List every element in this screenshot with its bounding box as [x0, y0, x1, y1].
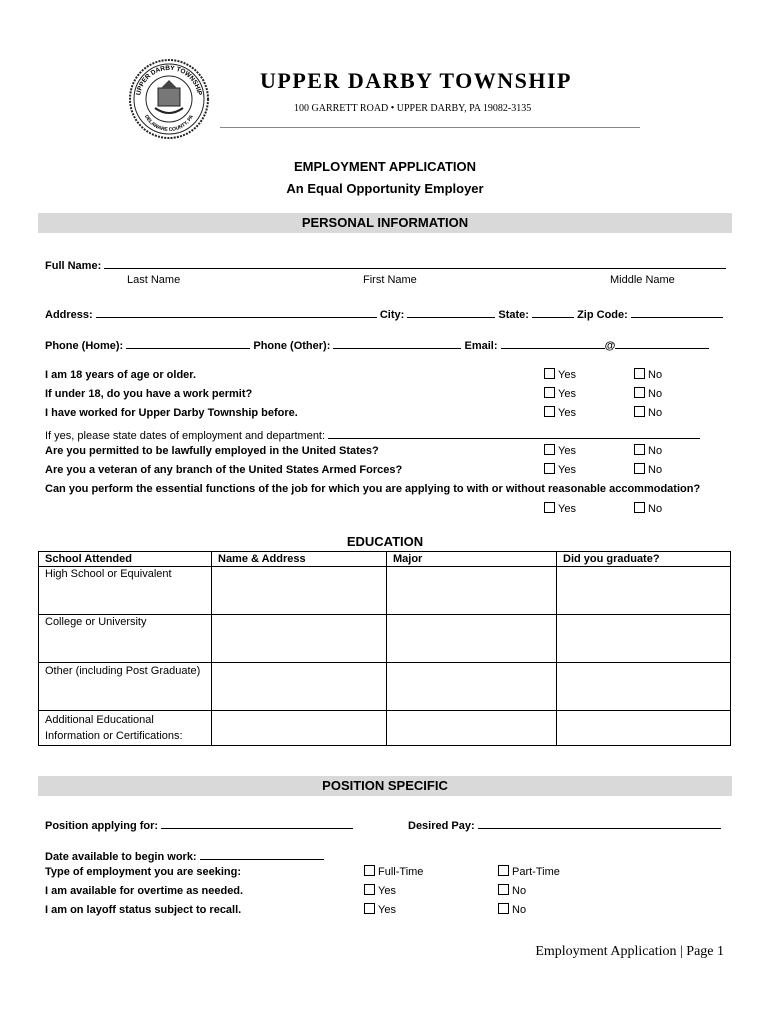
overtime-no-checkbox[interactable]: [498, 884, 509, 895]
edu-cell-input[interactable]: [387, 615, 557, 663]
veteran-yes-checkbox[interactable]: [544, 463, 555, 474]
q-dates: If yes, please state dates of employment and department:: [45, 430, 326, 442]
permit-no-label: No: [648, 388, 663, 400]
veteran-yes-label: Yes: [558, 464, 576, 476]
email-user-field[interactable]: [501, 336, 605, 349]
city-label: City:: [379, 309, 405, 321]
edu-cell-input[interactable]: [387, 663, 557, 711]
full-name-field[interactable]: [104, 256, 726, 269]
edu-row-label: College or University: [39, 615, 212, 663]
seal-top-text: UPPER DARBY TOWNSHIP: [135, 64, 203, 96]
edu-row-label: High School or Equivalent: [39, 567, 212, 615]
edu-cell-input[interactable]: [557, 663, 731, 711]
edu-cell-input[interactable]: [212, 711, 387, 746]
state-label: State:: [498, 309, 529, 321]
type-label: Type of employment you are seeking:: [45, 866, 242, 878]
layoff-no-checkbox[interactable]: [498, 903, 509, 914]
permit-no-checkbox[interactable]: [634, 387, 645, 398]
layoff-yes-checkbox[interactable]: [364, 903, 375, 914]
date-field[interactable]: [200, 847, 324, 860]
last-name-caption: Last Name: [127, 274, 181, 286]
phone-home-label: Phone (Home):: [45, 340, 124, 352]
veteran-no-checkbox[interactable]: [634, 463, 645, 474]
edu-cell-input[interactable]: [387, 711, 557, 746]
age-yes-checkbox[interactable]: [544, 368, 555, 379]
overtime-no-label: No: [512, 885, 527, 897]
pay-label: Desired Pay:: [408, 820, 475, 832]
full-name-label: Full Name:: [45, 260, 102, 272]
overtime-yes-checkbox[interactable]: [364, 884, 375, 895]
edu-header-school: School Attended: [39, 552, 212, 567]
org-address: 100 GARRETT ROAD • UPPER DARBY, PA 19082-3135: [294, 103, 532, 114]
lawful-yes-label: Yes: [558, 445, 576, 457]
edu-cell-input[interactable]: [557, 615, 731, 663]
email-label: Email:: [464, 340, 498, 352]
full-time-label: Full-Time: [378, 866, 424, 878]
edu-row-label: Additional Educational Information or Certifications:: [39, 711, 212, 746]
edu-cell-input[interactable]: [212, 567, 387, 615]
org-name: UPPER DARBY TOWNSHIP: [260, 68, 572, 93]
address-label: Address:: [45, 309, 93, 321]
applying-label: Position applying for:: [45, 820, 159, 832]
part-time-label: Part-Time: [512, 866, 560, 878]
page-title: EMPLOYMENT APPLICATION: [294, 159, 476, 174]
q-worked: I have worked for Upper Darby Township before.: [45, 407, 298, 419]
layoff-no-label: No: [512, 904, 527, 916]
page-footer: Employment Application | Page 1: [535, 944, 724, 959]
address-field[interactable]: [96, 305, 377, 318]
section-heading-position: POSITION SPECIFIC: [322, 778, 448, 793]
township-seal: [128, 58, 210, 140]
edu-header-graduate: Did you graduate?: [557, 552, 731, 567]
permit-yes-checkbox[interactable]: [544, 387, 555, 398]
overtime-label: I am available for overtime as needed.: [45, 885, 244, 897]
edu-cell-input[interactable]: [557, 567, 731, 615]
full-time-checkbox[interactable]: [364, 865, 375, 876]
overtime-yes-label: Yes: [378, 885, 396, 897]
edu-cell-input[interactable]: [212, 663, 387, 711]
layoff-label: I am on layoff status subject to recall.: [45, 904, 242, 916]
phone-home-field[interactable]: [126, 336, 250, 349]
applying-field[interactable]: [161, 816, 353, 829]
lawful-no-checkbox[interactable]: [634, 444, 645, 455]
header-rule: [220, 127, 640, 128]
education-table: [38, 551, 731, 746]
dates-field[interactable]: [328, 426, 700, 439]
edu-header-name-address: Name & Address: [212, 552, 387, 567]
edu-cell-input[interactable]: [387, 567, 557, 615]
worked-yes-label: Yes: [558, 407, 576, 419]
phone-other-label: Phone (Other):: [253, 340, 331, 352]
edu-header-major: Major: [387, 552, 557, 567]
state-field[interactable]: [532, 305, 574, 318]
city-field[interactable]: [407, 305, 495, 318]
worked-yes-checkbox[interactable]: [544, 406, 555, 417]
date-label: Date available to begin work:: [45, 851, 197, 863]
essential-no-label: No: [648, 503, 663, 515]
zip-label: Zip Code:: [577, 309, 628, 321]
age-no-checkbox[interactable]: [634, 368, 645, 379]
section-bar-position: [38, 776, 732, 796]
svg-text:DELAWARE COUNTY, PA: [143, 114, 195, 133]
layoff-yes-label: Yes: [378, 904, 396, 916]
part-time-checkbox[interactable]: [498, 865, 509, 876]
q-veteran: Are you a veteran of any branch of the United States Armed Forces?: [45, 464, 403, 476]
email-at: @: [604, 340, 616, 352]
essential-yes-label: Yes: [558, 503, 576, 515]
worked-no-checkbox[interactable]: [634, 406, 645, 417]
section-heading-personal: PERSONAL INFORMATION: [301, 215, 469, 230]
phone-other-field[interactable]: [333, 336, 461, 349]
edu-row-label: Other (including Post Graduate): [39, 663, 212, 711]
page-subtitle: An Equal Opportunity Employer: [286, 181, 484, 196]
essential-yes-checkbox[interactable]: [544, 502, 555, 513]
q-lawful: Are you permitted to be lawfully employed in the United States?: [45, 445, 379, 457]
lawful-no-label: No: [648, 445, 663, 457]
permit-yes-label: Yes: [558, 388, 576, 400]
q-permit: If under 18, do you have a work permit?: [45, 388, 253, 400]
worked-no-label: No: [648, 407, 663, 419]
veteran-no-label: No: [648, 464, 663, 476]
lawful-yes-checkbox[interactable]: [544, 444, 555, 455]
q-essential: Can you perform the essential functions of the job for which you are applying to with or without reasonable accommodation?: [45, 483, 701, 495]
seal-bottom-text: DELAWARE COUNTY, PA: [143, 113, 195, 134]
essential-no-checkbox[interactable]: [634, 502, 645, 513]
edu-cell-input[interactable]: [557, 711, 731, 746]
middle-name-caption: Middle Name: [610, 274, 675, 286]
age-no-label: No: [648, 369, 663, 381]
edu-cell-input[interactable]: [212, 615, 387, 663]
age-yes-label: Yes: [558, 369, 576, 381]
zip-field[interactable]: [631, 305, 723, 318]
first-name-caption: First Name: [363, 274, 417, 286]
pay-field[interactable]: [478, 816, 721, 829]
section-bar-personal: [38, 213, 732, 233]
section-heading-education: EDUCATION: [346, 534, 424, 549]
email-domain-field[interactable]: [615, 336, 709, 349]
q-age: I am 18 years of age or older.: [45, 369, 197, 381]
